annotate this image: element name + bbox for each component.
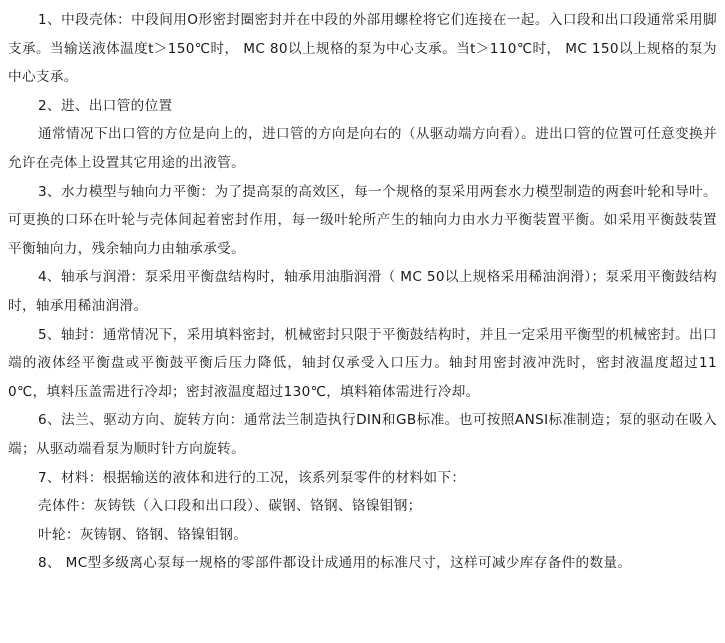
section-6-flange-drive-rotation: 6、法兰、驱动方向、旋转方向：通常法兰制造执行DIN和GB标准。也可按照ANSI标准制造；泵的驱动在吸入端；从驱动端看泵为顺时针方向旋转。 <box>8 412 717 457</box>
section-5-shaft-seal: 5、轴封：通常情况下，采用填料密封，机械密封只限于平衡鼓结构时，并且一定采用平衡型的机械密封。出口端的液体经平衡盘或平衡鼓平衡后压力降低，轴封仅承受入口压力。轴封用密封液冲洗时，密封液温度超过110℃，填料压盖需进行冷却；密封液温度超过130℃，填料箱体需进行冷却。 <box>8 326 717 400</box>
section-2-body-pipe-position: 通常情况下出口管的方位是向上的，进口管的方向是向右的（从驱动端方向看）。进出口管的位置可任意变换并允许在壳体上设置其它用途的出液管。 <box>8 126 717 171</box>
section-1-middle-casing: 1、中段壳体：中段间用O形密封圈密封并在中段的外部用螺栓将它们连接在一起。入口段和出口段通常采用脚支承。当输送液体温度t＞150℃时， MC 80以上规格的泵为中心支承。当t＞110℃时， MC 150以上规格的泵为中心支承。 <box>8 12 717 86</box>
section-7-materials: 7、材料：根据输送的液体和进行的工况，该系列泵零件的材料如下： <box>38 469 466 486</box>
section-4-bearing-lubrication: 4、轴承与润滑：泵采用平衡盘结构时，轴承用油脂润滑（ MC 50以上规格采用稀油润滑）；泵采用平衡鼓结构时，轴承用稀油润滑。 <box>8 269 717 314</box>
section-3-hydraulic-axial-force: 3、水力模型与轴向力平衡：为了提高泵的高效区，每一个规格的泵采用两套水力模型制造的两套叶轮和导叶。可更换的口环在叶轮与壳体间起着密封作用，每一级叶轮所产生的轴向力由水力平衡装置平衡。如采用平衡鼓装置平衡轴向力，残余轴向力由轴承承受。 <box>8 183 717 257</box>
section-2-heading-pipe-position: 2、进、出口管的位置 <box>38 97 173 114</box>
material-casing: 壳体件：灰铸铁（入口段和出口段）、碳钢、铬钢、铬镍钼钢； <box>38 498 422 515</box>
section-8-standard-parts: 8、 MC型多级离心泵每一规格的零部件都设计成通用的标准尺寸，这样可减少库存备件的数量。 <box>38 555 632 572</box>
material-impeller: 叶轮：灰铸钢、铬钢、铬镍钼钢。 <box>38 526 248 543</box>
